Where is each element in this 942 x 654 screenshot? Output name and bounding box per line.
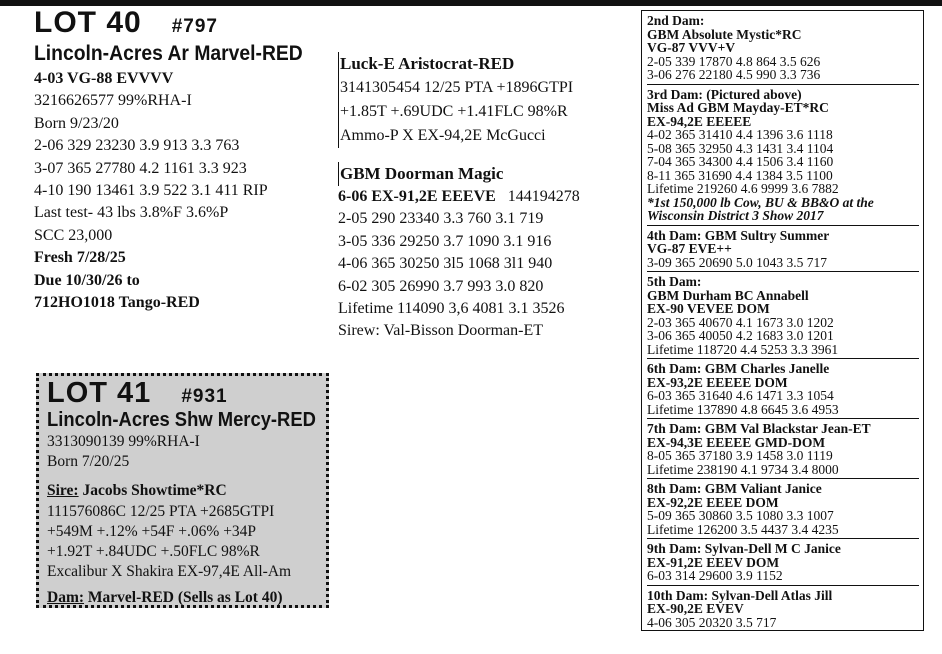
lot-40-record: 3-07 365 27780 4.2 1161 3.3 923 (34, 159, 247, 177)
mgs-record: 4-06 365 30250 3l5 1068 3l1 940 (338, 255, 553, 273)
mgs-record: 2-05 290 23340 3.3 760 3.1 719 (338, 210, 544, 228)
lot-41-dam-label: Dam: (47, 589, 85, 607)
dam-record: Lifetime 219260 4.6 9999 3.6 7882 (647, 181, 839, 196)
dam-record: 2-03 365 40670 4.1 1673 3.0 1202 (647, 314, 834, 330)
dam-entry (647, 14, 919, 85)
dam-note: Wisconsin District 3 Show 2017 (647, 208, 824, 223)
lot-40-registration: 3216626577 99%RHA-I (34, 92, 192, 110)
lot-40-fresh: Fresh 7/28/25 (34, 249, 126, 267)
dam-header: EX-90 VEVEE DOM (647, 301, 770, 316)
dam-entry (647, 362, 919, 419)
lot-41-sire-heading (47, 481, 326, 501)
dam-header: EX-92,2E EEEE DOM (647, 494, 779, 510)
dam-record: 2-05 339 17870 4.8 864 3.5 626 (647, 53, 821, 69)
dam-header: EX-94,3E EEEEE GMD-DOM (647, 434, 826, 450)
dam-record: 3-09 365 20690 5.0 1043 3.5 717 (647, 254, 827, 270)
sire-line: Ammo-P X EX-94,2E McGucci (340, 127, 546, 144)
dam-header: 4th Dam: GBM Sultry Summer (647, 227, 830, 243)
dam-entry (647, 229, 919, 273)
dam-entry (647, 482, 919, 539)
lot-40-bred-to: 712HO1018 Tango-RED (34, 294, 200, 312)
dam-record: 4-06 305 20320 3.5 717 (647, 614, 777, 630)
dam-header: EX-93,2E EEEEE DOM (647, 374, 788, 390)
lot-41-sire-line: +1.92T +.84UDC +.50FLC 98%R (47, 543, 260, 561)
lot-41-section (36, 373, 329, 608)
dam-header: 9th Dam: Sylvan-Dell M C Janice (647, 541, 841, 556)
sire-line: 3141305454 12/25 PTA +1896GTPI (340, 79, 574, 96)
lot-40-scc: SCC 23,000 (34, 226, 113, 244)
dam-header: 2nd Dam: (647, 13, 705, 28)
dam-record: 8-11 365 31690 4.4 1384 3.5 1100 (647, 167, 833, 183)
dam-entry (647, 275, 919, 359)
lot-41-sire-name: Jacobs Showtime*RC (78, 482, 227, 500)
mgs-record: 6-02 305 26990 3.7 993 3.0 820 (338, 277, 544, 295)
dam-record: 4-02 365 31410 4.4 1396 3.6 1118 (647, 127, 833, 142)
dam-header: 7th Dam: GBM Val Blackstar Jean-ET (647, 421, 871, 436)
dam-record: 6-03 365 31640 4.6 1471 3.3 1054 (647, 388, 834, 403)
lot-41-sire-line: Excalibur X Shakira EX-97,4E All-Am (47, 563, 292, 581)
lot-41-label: LOT 41 (47, 377, 152, 409)
lot-41-sire-label: Sire: (47, 482, 79, 500)
mgs-sirew: Sirew: Val-Bisson Doorman-ET (338, 322, 544, 340)
dam-pedigree-box (641, 10, 924, 631)
dam-record: 3-06 276 22180 4.5 990 3.3 736 (647, 67, 821, 82)
mgs-name: GBM Doorman Magic (338, 162, 638, 186)
dam-record: 5-09 365 30860 3.5 1080 3.3 1007 (647, 508, 834, 523)
mgs-classification-line (338, 186, 638, 208)
lot-41-cow-name: Lincoln-Acres Shw Mercy-RED (47, 409, 316, 431)
dam-header: VG-87 EVE++ (647, 241, 732, 256)
lot-40-record: 2-06 329 23230 3.9 913 3.3 763 (34, 137, 240, 155)
dam-header: 5th Dam: (647, 274, 702, 289)
lot-41-heading (47, 378, 326, 408)
lot-41-dam-line (47, 588, 326, 608)
dam-entry (647, 88, 919, 226)
lot-40-born: Born 9/23/20 (34, 114, 119, 132)
dam-header: 6th Dam: GBM Charles Janelle (647, 361, 830, 376)
dam-record: Lifetime 238190 4.1 9734 3.4 8000 (647, 461, 839, 477)
dam-header: EX-91,2E EEEV DOM (647, 554, 780, 570)
dam-record: 6-03 314 29600 3.9 1152 (647, 568, 783, 583)
lot-40-record: 4-10 190 13461 3.9 522 3.1 411 RIP (34, 182, 268, 200)
sire-name: Luck-E Aristocrat-RED (340, 54, 515, 73)
lot-40-due: Due 10/30/26 to (34, 271, 140, 289)
dam-header: 8th Dam: GBM Valiant Janice (647, 481, 822, 496)
dam-record: 5-08 365 32950 4.3 1431 3.4 1104 (647, 140, 834, 156)
lot-40-number: #797 (171, 16, 218, 37)
sire-pedigree-section (338, 52, 638, 343)
dam-entry (647, 422, 919, 479)
dam-header: EX-90,2E EVEV (647, 601, 744, 616)
dam-header: EX-94,2E EEEEE (647, 113, 752, 129)
dam-header: Miss Ad GBM Mayday-ET*RC (647, 100, 829, 115)
dam-entry (647, 542, 919, 586)
lot-40-last-test: Last test- 43 lbs 3.8%F 3.6%P (34, 204, 229, 222)
lot-41-number: #931 (181, 386, 228, 407)
lot-41-born: Born 7/20/25 (47, 453, 130, 471)
dam-header: GBM Absolute Mystic*RC (647, 26, 802, 42)
sire-line: +1.85T +.69UDC +1.41FLC 98%R (340, 103, 568, 120)
mgs-block (338, 162, 638, 343)
lot-40-cow-name: Lincoln-Acres Ar Marvel-RED (34, 42, 303, 65)
lot-41-sire-line: +549M +.12% +54F +.06% +34P (47, 522, 257, 540)
mgs-record: Lifetime 114090 3,6 4081 3.1 3526 (338, 300, 565, 318)
dam-record: Lifetime 137890 4.8 6645 3.6 4953 (647, 401, 839, 417)
mgs-record: 3-05 336 29250 3.7 1090 3.1 916 (338, 232, 552, 250)
lot-40-classification: 4-03 VG-88 EVVVV (34, 70, 174, 87)
dam-header: 10th Dam: Sylvan-Dell Atlas Jill (647, 587, 833, 603)
sire-block (338, 52, 638, 148)
dam-header: GBM Durham BC Annabell (647, 287, 809, 303)
lot-41-dam-text: Marvel-RED (Sells as Lot 40) (84, 589, 283, 607)
mgs-classification: 6-06 EX-91,2E EEEVE (338, 188, 496, 205)
dam-record: 3-06 365 40050 4.2 1683 3.0 1201 (647, 328, 834, 343)
dam-header: VG-87 VVV+V (647, 40, 736, 55)
lot-41-sire-line: 111576086C 12/25 PTA +2685GTPI (47, 502, 275, 520)
dam-header: 3rd Dam: (Pictured above) (647, 86, 802, 102)
dam-record: Lifetime 118720 4.4 5253 3.3 3961 (647, 341, 839, 357)
mgs-registration: 144194278 (507, 188, 580, 205)
dam-note: *1st 150,000 lb Cow, BU & BB&O at the (647, 194, 874, 210)
lot-40-label: LOT 40 (34, 6, 142, 39)
dam-entry (647, 589, 919, 632)
lot-40-heading (34, 8, 334, 38)
lot-41-registration: 3313090139 99%RHA-I (47, 433, 200, 450)
lot-40-section (34, 8, 334, 314)
dam-record: 7-04 365 34300 4.4 1506 3.4 1160 (647, 154, 834, 169)
dam-record: 8-05 365 37180 3.9 1458 3.0 1119 (647, 448, 833, 463)
dam-record: Lifetime 126200 3.5 4437 3.4 4235 (647, 521, 839, 537)
